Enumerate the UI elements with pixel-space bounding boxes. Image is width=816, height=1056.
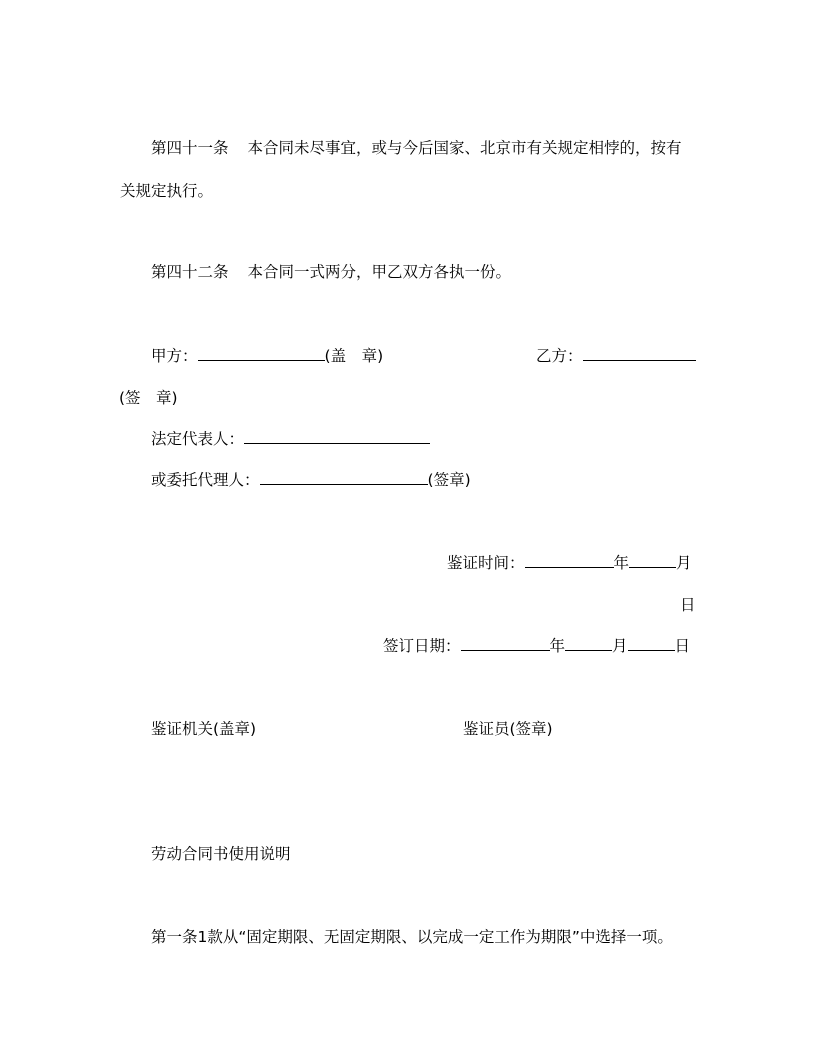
article-42-label: 第四十二条 — [151, 263, 229, 281]
sign-date-line — [383, 636, 690, 656]
article-41-line-1 — [151, 138, 682, 158]
legal-rep-blank — [244, 429, 430, 444]
agent-line — [151, 470, 471, 490]
agent-label: 或委托代理人： — [151, 471, 260, 489]
verification-office: 鉴证机关(盖章) — [151, 720, 257, 738]
party-b-seal: (签 章) — [119, 389, 178, 407]
verification-year-label: 年 — [613, 554, 630, 572]
agent-seal: (签章) — [427, 471, 471, 489]
party-b-label: 乙方： — [536, 347, 583, 365]
verification-month-blank — [629, 553, 676, 568]
party-b-line — [536, 346, 696, 366]
sign-day-label: 日 — [674, 637, 691, 655]
legal-rep-line — [151, 429, 430, 449]
verification-officer: 鉴证员(签章) — [463, 720, 553, 738]
instructions-title: 劳动合同书使用说明 — [151, 845, 291, 863]
party-b-blank — [583, 346, 696, 361]
verification-year-blank — [525, 553, 614, 568]
sign-month-blank — [565, 636, 612, 651]
party-a-blank — [198, 346, 325, 361]
legal-rep-label: 法定代表人： — [151, 430, 245, 448]
agent-blank — [260, 470, 428, 485]
sign-year-blank — [461, 636, 550, 651]
verification-day-label: 日 — [680, 596, 696, 614]
sign-month-label: 月 — [612, 637, 628, 655]
article-41-label: 第四十一条 — [151, 139, 229, 157]
instructions-item-1: 第一条1款从“固定期限、无固定期限、以完成一定工作为期限”中选择一项。 — [151, 928, 673, 946]
party-a-label: 甲方： — [151, 347, 198, 365]
article-41-line-2: 关规定执行。 — [120, 182, 214, 200]
article-41-text: 本合同未尽事宜，或与今后国家、北京市有关规定相悖的，按有 — [247, 139, 682, 157]
verification-time-line — [447, 553, 692, 573]
sign-year-label: 年 — [549, 637, 566, 655]
sign-date-label: 签订日期： — [383, 637, 461, 655]
verification-time-label: 鉴证时间： — [447, 554, 525, 572]
party-a-seal: (盖 章) — [324, 347, 384, 365]
party-a-line — [151, 346, 383, 366]
article-42 — [151, 262, 511, 282]
article-42-text: 本合同一式两分，甲乙双方各执一份。 — [247, 263, 512, 281]
verification-month-label: 月 — [676, 554, 692, 572]
sign-day-blank — [628, 636, 675, 651]
